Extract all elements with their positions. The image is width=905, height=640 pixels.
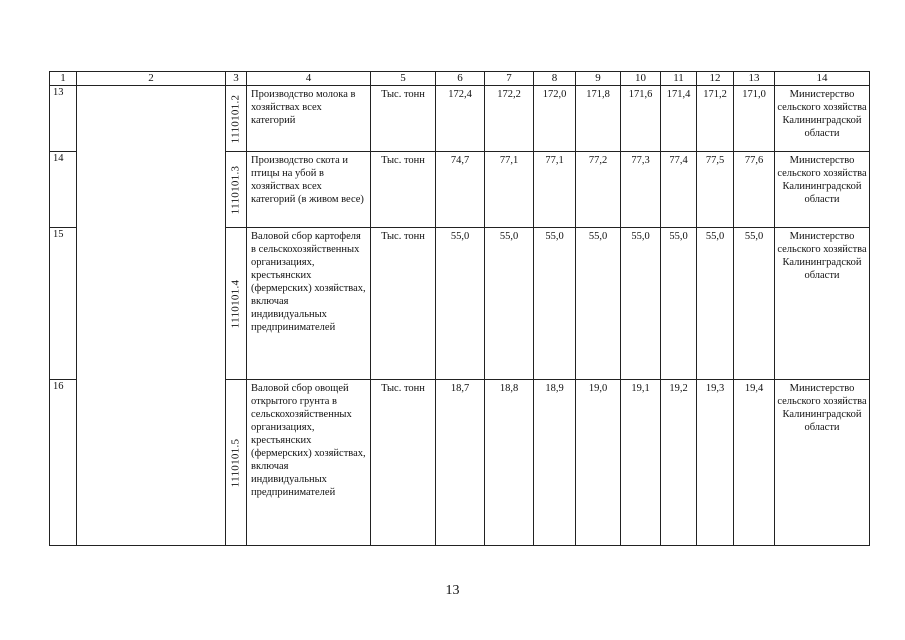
value-cell: 77,5 — [697, 152, 734, 228]
value-cell: 171,8 — [576, 86, 621, 152]
table-row — [50, 86, 870, 152]
responsible-body: Министерство сельского хозяйства Калининградской области — [775, 380, 870, 546]
header-cell: 9 — [576, 72, 621, 86]
value-cell: 18,8 — [485, 380, 534, 546]
unit: Тыс. тонн — [371, 152, 436, 228]
value-cell: 55,0 — [534, 228, 576, 380]
value-cell: 55,0 — [485, 228, 534, 380]
value-cell: 77,1 — [534, 152, 576, 228]
value-cell: 19,0 — [576, 380, 621, 546]
unit: Тыс. тонн — [371, 380, 436, 546]
value-cell: 55,0 — [661, 228, 697, 380]
indicator-name: Валовой сбор картофеля в сельскохозяйственных организациях, крестьянских (фермерских) хозяйствах, включая индивидуальных предпринимателей — [247, 228, 371, 380]
header-cell: 8 — [534, 72, 576, 86]
row-number: 16 — [50, 380, 77, 546]
value-cell: 55,0 — [436, 228, 485, 380]
page-number: 13 — [445, 583, 460, 598]
indicator-code: 1110101.4 — [226, 228, 247, 380]
value-cell: 18,9 — [534, 380, 576, 546]
value-cell: 77,1 — [485, 152, 534, 228]
value-cell: 171,4 — [661, 86, 697, 152]
responsible-body: Министерство сельского хозяйства Калининградской области — [775, 228, 870, 380]
value-cell: 55,0 — [734, 228, 775, 380]
value-cell: 77,2 — [576, 152, 621, 228]
value-cell: 171,2 — [697, 86, 734, 152]
row-number: 14 — [50, 152, 77, 228]
header-cell: 2 — [77, 72, 226, 86]
value-cell: 18,7 — [436, 380, 485, 546]
value-cell: 77,3 — [621, 152, 661, 228]
responsible-body: Министерство сельского хозяйства Калининградской области — [775, 152, 870, 228]
row-number: 13 — [50, 86, 77, 152]
header-row — [50, 72, 870, 86]
value-cell: 19,3 — [697, 380, 734, 546]
indicator-code: 1110101.5 — [226, 380, 247, 546]
indicator-name: Валовой сбор овощей открытого грунта в сельскохозяйственных организациях, крестьянских (фермерских) хозяйствах, включая индивидуальных предпринимателей — [247, 380, 371, 546]
value-cell: 55,0 — [697, 228, 734, 380]
header-cell: 13 — [734, 72, 775, 86]
indicator-table — [49, 71, 870, 546]
row-number: 15 — [50, 228, 77, 380]
indicator-name: Производство молока в хозяйствах всех категорий — [247, 86, 371, 152]
value-cell: 171,6 — [621, 86, 661, 152]
header-cell: 7 — [485, 72, 534, 86]
value-cell: 172,0 — [534, 86, 576, 152]
header-cell: 10 — [621, 72, 661, 86]
indicator-code: 1110101.2 — [226, 86, 247, 152]
header-cell: 14 — [775, 72, 870, 86]
header-cell: 1 — [50, 72, 77, 86]
header-cell: 4 — [247, 72, 371, 86]
header-cell: 6 — [436, 72, 485, 86]
indicator-code: 1110101.3 — [226, 152, 247, 228]
header-cell: 12 — [697, 72, 734, 86]
value-cell: 77,6 — [734, 152, 775, 228]
value-cell: 19,4 — [734, 380, 775, 546]
unit: Тыс. тонн — [371, 228, 436, 380]
header-cell: 5 — [371, 72, 436, 86]
value-cell: 55,0 — [576, 228, 621, 380]
unit: Тыс. тонн — [371, 86, 436, 152]
indicator-name: Производство скота и птицы на убой в хозяйствах всех категорий (в живом весе) — [247, 152, 371, 228]
value-cell: 171,0 — [734, 86, 775, 152]
responsible-body: Министерство сельского хозяйства Калининградской области — [775, 86, 870, 152]
header-cell: 3 — [226, 72, 247, 86]
value-cell: 74,7 — [436, 152, 485, 228]
value-cell: 19,1 — [621, 380, 661, 546]
value-cell: 172,4 — [436, 86, 485, 152]
merged-column-2 — [77, 86, 226, 546]
value-cell: 19,2 — [661, 380, 697, 546]
value-cell: 172,2 — [485, 86, 534, 152]
header-cell: 11 — [661, 72, 697, 86]
value-cell: 77,4 — [661, 152, 697, 228]
value-cell: 55,0 — [621, 228, 661, 380]
